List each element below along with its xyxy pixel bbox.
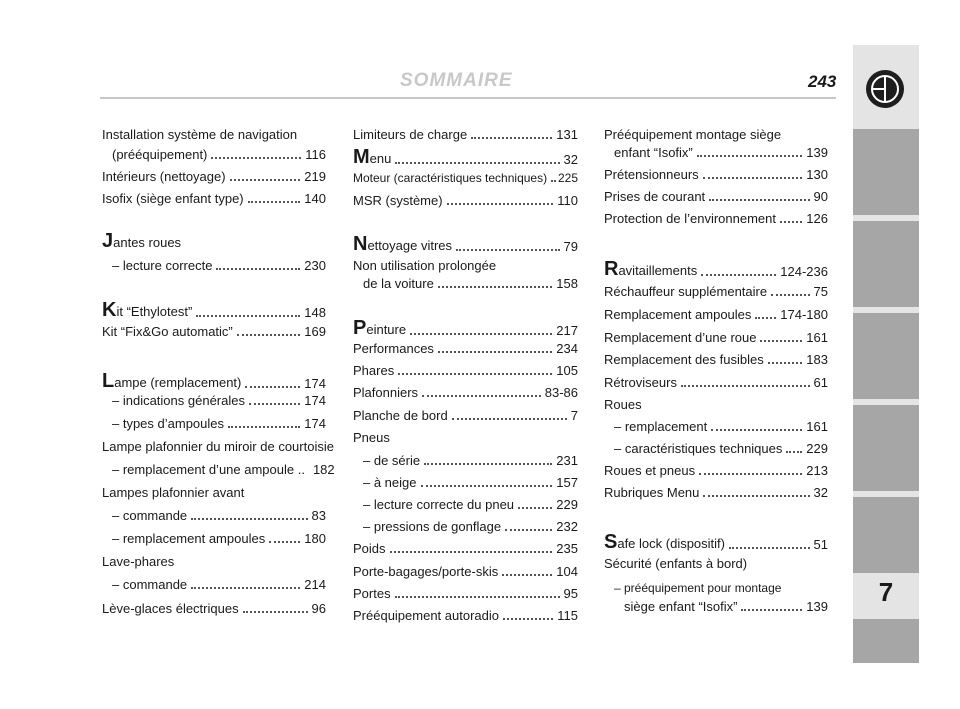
index-entry-text: Lampes plafonnier avant bbox=[102, 485, 245, 500]
index-entry-text: avitaillements bbox=[618, 263, 698, 278]
index-entry-page: 232 bbox=[556, 519, 578, 534]
index-entry bbox=[353, 276, 578, 291]
index-entry bbox=[102, 300, 326, 320]
index-entry-label bbox=[353, 318, 406, 338]
index-entry-page: 83 bbox=[311, 508, 326, 523]
index-entry-label bbox=[102, 169, 226, 184]
index-entry-text: Isofix (siège enfant type) bbox=[102, 191, 244, 206]
index-entry bbox=[604, 167, 828, 182]
chapter-number: 7 bbox=[878, 577, 894, 607]
leader-dots bbox=[711, 428, 802, 431]
index-entry-page: 214 bbox=[304, 577, 326, 592]
index-entry-page: 95 bbox=[563, 586, 578, 601]
index-entry-label bbox=[353, 258, 496, 273]
index-entry-label bbox=[604, 189, 705, 204]
index-entry bbox=[102, 554, 326, 569]
index-entry bbox=[604, 599, 828, 614]
index-entry-text: Remplacement d’une roue bbox=[604, 330, 757, 345]
index-entry-text: MSR (système) bbox=[353, 193, 443, 208]
index-entry-page: 115 bbox=[557, 608, 578, 623]
index-entry-page: 182 bbox=[312, 462, 335, 477]
index-entry bbox=[353, 475, 578, 490]
leader-dots bbox=[422, 394, 541, 397]
index-entry bbox=[353, 408, 578, 423]
index-entry bbox=[102, 508, 326, 523]
index-entry bbox=[102, 601, 326, 616]
index-entry bbox=[353, 564, 578, 579]
leader-dots bbox=[243, 610, 308, 613]
index-entry-label bbox=[604, 167, 699, 182]
index-entry-text: Intérieurs (nettoyage) bbox=[102, 169, 226, 184]
index-entry-label bbox=[112, 393, 245, 408]
index-entry-label bbox=[353, 363, 394, 378]
leader-dots bbox=[228, 425, 300, 428]
index-entry bbox=[353, 318, 578, 338]
index-entry-label bbox=[112, 147, 207, 162]
leader-dots bbox=[471, 136, 552, 139]
index-entry-label bbox=[353, 193, 443, 208]
index-entry-page: 180 bbox=[304, 531, 326, 546]
index-entry-label bbox=[604, 485, 699, 500]
index-entry-text: enu bbox=[369, 151, 392, 166]
index-entry-label bbox=[102, 371, 241, 391]
index-entry-label bbox=[353, 541, 386, 556]
index-entry-text: – types d’ampoules bbox=[112, 416, 225, 431]
index-entry-page: 139 bbox=[806, 145, 828, 160]
index-entry bbox=[353, 193, 578, 208]
index-entry-text: einture bbox=[366, 322, 407, 337]
index-entry-label bbox=[102, 324, 233, 339]
index-entry-text: Plafonniers bbox=[353, 385, 419, 400]
leader-dots bbox=[699, 472, 802, 475]
index-entry-page: 126 bbox=[806, 211, 828, 226]
index-entry-label bbox=[363, 497, 514, 512]
leader-dots bbox=[697, 154, 803, 157]
index-entry-label bbox=[353, 171, 547, 185]
index-entry-label bbox=[614, 419, 707, 434]
index-entry bbox=[102, 439, 334, 454]
index-entry bbox=[102, 231, 326, 251]
index-entry-page: 7 bbox=[570, 408, 578, 423]
leader-dots bbox=[269, 540, 300, 543]
sidebar-tab bbox=[853, 221, 919, 307]
index-entry-label bbox=[604, 463, 695, 478]
index-entry-page: 174 bbox=[304, 416, 326, 431]
index-entry bbox=[102, 416, 326, 431]
index-entry bbox=[102, 258, 326, 273]
section-initial: M bbox=[353, 146, 370, 168]
index-entry bbox=[604, 485, 828, 500]
sidebar-tab bbox=[853, 497, 919, 573]
leader-dots bbox=[249, 402, 300, 405]
index-entry-page: 61 bbox=[813, 375, 828, 390]
index-entry-text: ampe (remplacement) bbox=[114, 375, 242, 390]
index-entry-text: Lave-phares bbox=[102, 554, 175, 569]
index-entry bbox=[604, 556, 828, 571]
leader-dots bbox=[191, 517, 307, 520]
index-entry-label bbox=[363, 475, 417, 490]
index-entry bbox=[353, 608, 578, 623]
index-entry-text: – lecture correcte du pneu bbox=[363, 497, 515, 512]
index-entry-label bbox=[102, 231, 181, 251]
index-entry-text: Roues bbox=[604, 397, 642, 412]
index-entry-text: – lecture correcte bbox=[112, 258, 213, 273]
brand-logo-icon bbox=[866, 70, 904, 108]
index-entry-page: 51 bbox=[813, 537, 828, 552]
index-entry bbox=[604, 441, 828, 456]
index-entry-text: it “Ethylotest” bbox=[116, 304, 193, 319]
index-entry-text: – commande bbox=[112, 577, 188, 592]
index-entry bbox=[604, 532, 828, 552]
section-initial: K bbox=[102, 299, 117, 321]
index-entry-page: 229 bbox=[556, 497, 578, 512]
index-entry bbox=[353, 586, 578, 601]
index-entry bbox=[604, 397, 828, 412]
index-entry-text: Remplacement ampoules bbox=[604, 307, 752, 322]
index-entry-text: enfant “Isofix” bbox=[614, 145, 693, 160]
leader-dots bbox=[456, 248, 560, 251]
leader-dots bbox=[760, 339, 802, 342]
index-entry-text: – commande bbox=[112, 508, 188, 523]
index-entry-page: 157 bbox=[556, 475, 578, 490]
index-entry bbox=[102, 169, 326, 184]
index-entry-label bbox=[102, 439, 334, 454]
index-entry bbox=[353, 171, 578, 185]
leader-dots bbox=[505, 528, 552, 531]
index-entry-text: – à neige bbox=[363, 475, 417, 490]
index-entry bbox=[353, 147, 578, 167]
index-entry-text: – remplacement ampoules bbox=[112, 531, 266, 546]
leader-dots bbox=[780, 220, 802, 223]
index-entry bbox=[102, 324, 326, 339]
leader-dots bbox=[681, 384, 810, 387]
leader-dots bbox=[398, 372, 552, 375]
leader-dots bbox=[421, 484, 553, 487]
index-entry-text: Rétroviseurs bbox=[604, 375, 677, 390]
index-entry-text: Rubriques Menu bbox=[604, 485, 700, 500]
leader-dots bbox=[755, 316, 776, 319]
index-entry bbox=[353, 127, 578, 142]
leader-dots bbox=[447, 202, 554, 205]
index-entry-label bbox=[604, 127, 781, 142]
chapter-sidebar bbox=[853, 45, 919, 663]
index-entry bbox=[353, 363, 578, 378]
leader-dots bbox=[452, 417, 567, 420]
index-entry-page: 231 bbox=[556, 453, 578, 468]
index-entry-text: (prééquipement) bbox=[112, 147, 208, 162]
index-entry-page: 174-180 bbox=[780, 307, 828, 322]
index-entry-page: 174 bbox=[304, 376, 326, 391]
index-entry-label bbox=[363, 519, 501, 534]
index-entry-label bbox=[624, 599, 737, 614]
leader-dots bbox=[438, 285, 552, 288]
index-entry-text: Limiteurs de charge bbox=[353, 127, 468, 142]
leader-dots bbox=[703, 176, 803, 179]
index-entry bbox=[604, 375, 828, 390]
index-entry-page: 169 bbox=[304, 324, 326, 339]
index-entry-page: 234 bbox=[556, 341, 578, 356]
index-entry-label bbox=[604, 532, 725, 552]
index-entry-text: Non utilisation prolongée bbox=[353, 258, 497, 273]
leader-dots bbox=[703, 494, 809, 497]
index-entry-page: 124-236 bbox=[780, 264, 828, 279]
index-entry-page: 83-86 bbox=[544, 385, 578, 400]
index-entry bbox=[604, 419, 828, 434]
index-entry-label bbox=[353, 408, 448, 423]
index-entry-page: 161 bbox=[806, 330, 828, 345]
index-entry-label bbox=[363, 453, 420, 468]
sidebar-tab bbox=[853, 129, 919, 215]
index-entry-page: 217 bbox=[556, 323, 578, 338]
index-entry bbox=[102, 485, 326, 500]
index-entry bbox=[102, 462, 335, 477]
index-entry bbox=[604, 330, 828, 345]
section-initial: N bbox=[353, 233, 368, 255]
leader-dots bbox=[438, 350, 552, 353]
index-entry-page: 219 bbox=[304, 169, 326, 184]
index-entry-page: 183 bbox=[806, 352, 828, 367]
index-entry-page: 140 bbox=[304, 191, 326, 206]
leader-dots bbox=[196, 314, 300, 317]
index-entry bbox=[353, 497, 578, 512]
index-entry-text: antes roues bbox=[113, 235, 182, 250]
index-entry-page: 229 bbox=[806, 441, 828, 456]
index-entry-text: Pneus bbox=[353, 430, 390, 445]
index-entry-label bbox=[102, 127, 297, 142]
index-entry-label bbox=[353, 385, 418, 400]
index-entry-text: Installation système de navigation bbox=[102, 127, 298, 142]
index-entry-page: 104 bbox=[556, 564, 578, 579]
index-entry-label bbox=[614, 145, 693, 160]
index-entry-page: 161 bbox=[806, 419, 828, 434]
index-entry-text: Poids bbox=[353, 541, 386, 556]
index-entry-label bbox=[604, 397, 642, 412]
index-entry-page: 225 bbox=[557, 171, 578, 185]
index-entry-label bbox=[614, 581, 781, 595]
leader-dots bbox=[410, 332, 552, 335]
index-entry-label bbox=[604, 556, 747, 571]
index-entry-page: 116 bbox=[305, 147, 326, 162]
index-entry bbox=[102, 393, 326, 408]
index-entry-label bbox=[112, 258, 212, 273]
index-entry-text: afe lock (dispositif) bbox=[617, 536, 725, 551]
index-entry-label bbox=[604, 211, 776, 226]
leader-dots bbox=[390, 550, 553, 553]
index-entry-text: Planche de bord bbox=[353, 408, 448, 423]
index-entry-text: Prétensionneurs bbox=[604, 167, 699, 182]
index-entry-page: 148 bbox=[304, 305, 326, 320]
index-entry-text: Performances bbox=[353, 341, 434, 356]
index-entry bbox=[604, 463, 828, 478]
index-entry-label bbox=[112, 462, 305, 477]
index-entry-page: 130 bbox=[806, 167, 828, 182]
index-entry-label bbox=[112, 577, 187, 592]
index-entry bbox=[353, 258, 578, 273]
index-entry bbox=[604, 284, 828, 299]
leader-dots bbox=[741, 608, 802, 611]
index-entry-page: 75 bbox=[813, 284, 828, 299]
index-entry-label bbox=[604, 330, 756, 345]
index-entry-page: 96 bbox=[311, 601, 326, 616]
index-entry-text: – caractéristiques techniques bbox=[614, 441, 783, 456]
leader-dots bbox=[768, 361, 803, 364]
leader-dots bbox=[245, 385, 300, 388]
index-entry-page: 158 bbox=[556, 276, 578, 291]
section-initial: R bbox=[604, 258, 619, 280]
index-entry bbox=[353, 234, 578, 254]
index-entry bbox=[604, 145, 828, 160]
section-initial: P bbox=[353, 317, 367, 339]
leader-dots bbox=[230, 178, 301, 181]
index-entry-label bbox=[604, 352, 764, 367]
header-rule bbox=[100, 97, 836, 99]
leader-dots bbox=[216, 267, 300, 270]
index-entry bbox=[102, 127, 326, 142]
index-entry-label bbox=[353, 234, 452, 254]
index-entry-label bbox=[363, 276, 434, 291]
index-entry bbox=[102, 531, 326, 546]
index-entry-label bbox=[353, 430, 390, 445]
leader-dots bbox=[248, 200, 301, 203]
section-initial: L bbox=[102, 370, 115, 392]
leader-dots bbox=[424, 462, 552, 465]
index-entry bbox=[604, 189, 828, 204]
index-entry-text: Lève-glaces électriques bbox=[102, 601, 239, 616]
index-entry-text: Kit “Fix&Go automatic” bbox=[102, 324, 233, 339]
index-entry-text: de la voiture bbox=[363, 276, 434, 291]
index-entry-label bbox=[604, 307, 751, 322]
index-entry-label bbox=[604, 375, 677, 390]
leader-dots bbox=[191, 586, 300, 589]
leader-dots bbox=[786, 450, 802, 453]
index-entry bbox=[604, 581, 828, 595]
index-entry-page: 105 bbox=[556, 363, 578, 378]
index-entry-text: Remplacement des fusibles bbox=[604, 352, 764, 367]
index-entry bbox=[604, 127, 828, 142]
index-entry-text: Sécurité (enfants à bord) bbox=[604, 556, 748, 571]
index-entry-text: ettoyage vitres bbox=[367, 238, 452, 253]
leader-dots bbox=[518, 506, 552, 509]
index-entry-label bbox=[614, 441, 782, 456]
index-entry-page: 79 bbox=[563, 239, 578, 254]
index-entry-page: 32 bbox=[563, 152, 578, 167]
index-entry bbox=[353, 519, 578, 534]
index-entry-page: 32 bbox=[813, 485, 828, 500]
page-title: SOMMAIRE bbox=[400, 70, 513, 91]
index-entry-label bbox=[353, 341, 434, 356]
index-entry-label bbox=[353, 564, 498, 579]
index-entry-label bbox=[112, 508, 187, 523]
leader-dots bbox=[211, 156, 301, 159]
index-entry-page: 139 bbox=[806, 599, 828, 614]
index-entry-page: 131 bbox=[556, 127, 578, 142]
index-entry bbox=[604, 352, 828, 367]
index-entry-text: siège enfant “Isofix” bbox=[624, 599, 738, 614]
index-entry bbox=[102, 577, 326, 592]
index-entry-text: – de série bbox=[363, 453, 421, 468]
index-entry bbox=[353, 453, 578, 468]
index-entry-text: Portes bbox=[353, 586, 391, 601]
index-entry-label bbox=[353, 608, 499, 623]
index-entry-text: – pressions de gonflage bbox=[363, 519, 502, 534]
index-entry bbox=[604, 307, 828, 322]
index-entry-text: Roues et pneus bbox=[604, 463, 696, 478]
index-entry bbox=[102, 371, 326, 391]
index-entry bbox=[102, 147, 326, 162]
index-entry-label bbox=[604, 284, 767, 299]
section-initial: J bbox=[102, 230, 114, 252]
index-entry bbox=[353, 341, 578, 356]
index-entry-page: 110 bbox=[557, 193, 578, 208]
index-entry-page: 174 bbox=[304, 393, 326, 408]
index-entry-page: 230 bbox=[304, 258, 326, 273]
index-entry-label bbox=[604, 259, 697, 279]
sidebar-tab bbox=[853, 619, 919, 663]
leader-dots bbox=[237, 333, 301, 336]
leader-dots bbox=[395, 595, 560, 598]
leader-dots bbox=[395, 161, 559, 164]
index-entry bbox=[353, 430, 578, 445]
index-entry-page: 213 bbox=[806, 463, 828, 478]
index-entry-text: Réchauffeur supplémentaire bbox=[604, 284, 768, 299]
index-entry-text: Prééquipement autoradio bbox=[353, 608, 499, 623]
index-entry-text: – indications générales bbox=[112, 393, 245, 408]
index-entry bbox=[353, 385, 578, 400]
index-entry-label bbox=[353, 127, 467, 142]
index-entry-text: Moteur (caractéristiques techniques) bbox=[353, 171, 548, 185]
index-entry-page: 90 bbox=[813, 189, 828, 204]
index-entry-label bbox=[353, 147, 391, 167]
section-initial: S bbox=[604, 531, 618, 553]
leader-dots bbox=[551, 179, 554, 182]
index-entry-label bbox=[102, 485, 244, 500]
leader-dots bbox=[771, 293, 809, 296]
index-entry-text: – prééquipement pour montage bbox=[614, 581, 782, 595]
index-entry bbox=[102, 191, 326, 206]
leader-dots bbox=[709, 198, 809, 201]
index-entry-text: Protection de l’environnement bbox=[604, 211, 776, 226]
index-entry-text: Prises de courant bbox=[604, 189, 706, 204]
index-entry-label bbox=[102, 601, 239, 616]
index-entry-label bbox=[112, 416, 224, 431]
index-entry bbox=[604, 211, 828, 226]
index-entry-label bbox=[102, 300, 192, 320]
leader-dots bbox=[503, 617, 553, 620]
index-entry-label bbox=[112, 531, 265, 546]
sidebar-tab bbox=[853, 313, 919, 399]
index-entry-text: Prééquipement montage siège bbox=[604, 127, 782, 142]
index-entry bbox=[604, 259, 828, 279]
leader-dots bbox=[701, 273, 776, 276]
index-entry-text: Porte-bagages/porte-skis bbox=[353, 564, 499, 579]
index-entry-text: Lampe plafonnier du miroir de courtoisie bbox=[102, 439, 334, 454]
sidebar-tab bbox=[853, 405, 919, 491]
leader-dots bbox=[502, 573, 552, 576]
page-number: 243 bbox=[808, 72, 837, 91]
index-entry-text: – remplacement d’une ampoule .. bbox=[112, 462, 305, 477]
index-entry-page: 235 bbox=[556, 541, 578, 556]
leader-dots bbox=[729, 546, 810, 549]
index-entry bbox=[353, 541, 578, 556]
index-entry-label bbox=[102, 191, 244, 206]
index-entry-text: – remplacement bbox=[614, 419, 708, 434]
index-entry-label bbox=[102, 554, 174, 569]
index-entry-label bbox=[353, 586, 391, 601]
index-entry-text: Phares bbox=[353, 363, 395, 378]
